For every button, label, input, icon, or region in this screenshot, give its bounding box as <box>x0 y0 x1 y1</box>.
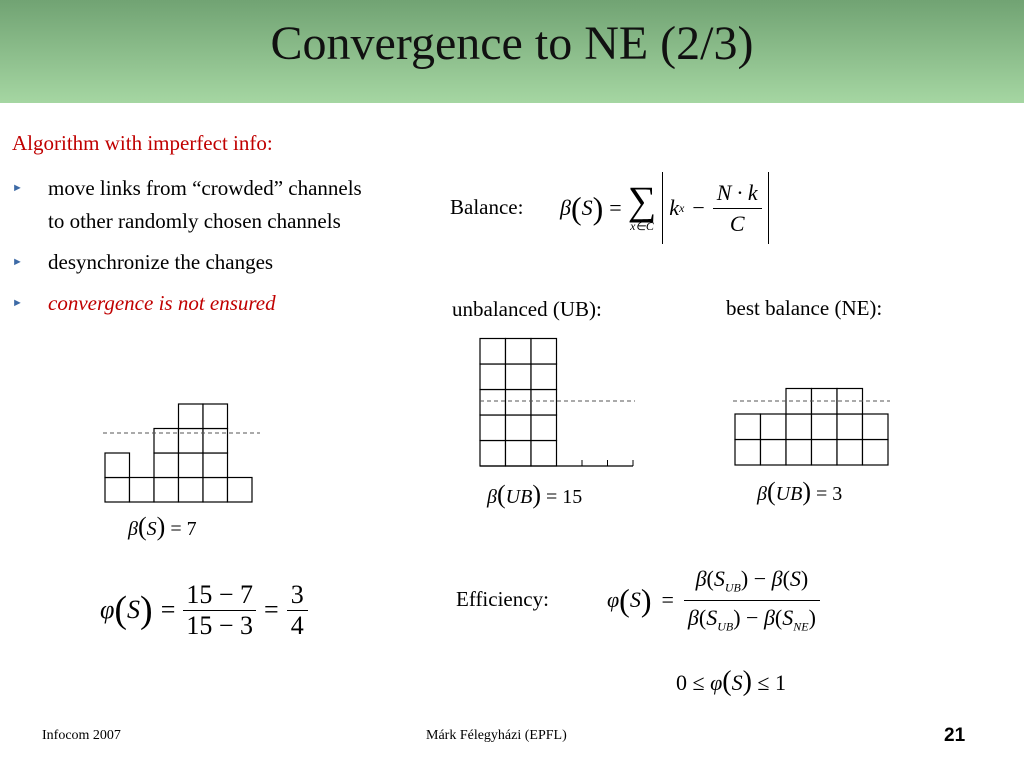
link-cell <box>228 478 253 503</box>
title-bar <box>0 0 1024 103</box>
link-cell <box>531 364 557 390</box>
link-cell <box>154 429 179 454</box>
footer-conference: Infocom 2007 <box>42 728 121 743</box>
link-cell <box>480 339 506 365</box>
link-cell <box>506 364 532 390</box>
link-cell <box>761 414 787 440</box>
triangle-bullet-icon: ► <box>12 256 23 268</box>
link-cell <box>506 390 532 416</box>
link-cell <box>761 440 787 466</box>
triangle-bullet-icon: ► <box>12 182 23 194</box>
link-cell <box>812 414 838 440</box>
bullet-text: move links from “crowded” channels to other randomly chosen channels <box>48 176 362 233</box>
link-cell <box>863 414 889 440</box>
link-cell <box>837 414 863 440</box>
link-cell <box>203 478 228 503</box>
link-cell <box>506 339 532 365</box>
link-cell <box>154 453 179 478</box>
bullet-list <box>12 172 382 328</box>
link-cell <box>203 429 228 454</box>
link-cell <box>179 404 204 429</box>
beta-ne-arg: UB <box>775 483 803 505</box>
beta-ub-formula: β(UB) = 15 <box>487 480 583 509</box>
footer-author: Márk Félegyházi (EPFL) <box>426 728 567 743</box>
link-cell <box>863 440 889 466</box>
link-cell <box>179 429 204 454</box>
link-cell <box>179 453 204 478</box>
link-cell <box>837 440 863 466</box>
allocation-grid <box>480 339 633 467</box>
link-cell <box>531 339 557 365</box>
link-cell <box>203 453 228 478</box>
link-cell <box>154 478 179 503</box>
balance-formula: β ( S ) = ∑ x∈C k x − N · k C <box>560 168 769 248</box>
link-cell <box>203 404 228 429</box>
beta-s-formula: β(S) = 7 <box>128 512 197 541</box>
triangle-bullet-icon: ► <box>12 297 23 309</box>
link-cell <box>179 478 204 503</box>
allocation-grid <box>105 404 252 502</box>
phi-s-denominator: 15 − 3 <box>186 610 254 640</box>
link-cell <box>506 415 532 441</box>
link-cell <box>105 453 130 478</box>
phi-s-result-denominator: 4 <box>290 610 304 640</box>
link-cell <box>480 415 506 441</box>
link-cell <box>735 440 761 466</box>
beta-ub-arg: UB <box>505 486 533 508</box>
bullet-text: desynchronize the changes <box>48 250 274 274</box>
unbalanced-label: unbalanced (UB): <box>452 297 602 321</box>
link-cell <box>531 441 557 467</box>
bullet-item <box>12 246 382 279</box>
efficiency-bounds: 0 ≤ φ(S) ≤ 1 <box>676 666 786 697</box>
beta-ub-value: 15 <box>562 486 583 508</box>
balance-fraction-denominator: C <box>729 210 745 236</box>
beta-ne-formula: β(UB) = 3 <box>757 477 843 506</box>
beta-ne-value: 3 <box>832 483 843 505</box>
phi-s-numerator: 15 − 7 <box>186 579 254 609</box>
balance-fraction-numerator: N · k <box>716 179 758 205</box>
beta-s-value: 7 <box>186 518 197 540</box>
efficiency-lower-bound: 0 <box>676 670 687 695</box>
bullet-item <box>12 172 382 238</box>
efficiency-label: Efficiency: <box>456 587 549 611</box>
best-balance-allocation-diagram <box>725 380 895 472</box>
link-cell <box>531 390 557 416</box>
link-cell <box>812 440 838 466</box>
link-cell <box>786 414 812 440</box>
link-cell <box>480 441 506 467</box>
slide-number: 21 <box>944 725 966 746</box>
link-cell <box>480 364 506 390</box>
bullet-text-emphasis: convergence is not ensured <box>48 291 276 315</box>
efficiency-formula: φ ( S ) = $\beta(S_{UB}) - \beta(S)$ $\beta(S_{UB}) - \beta(S_{NE})$ <box>607 560 820 640</box>
sum-subscript: x∈C <box>630 218 654 233</box>
allocation-grid <box>735 389 888 466</box>
bullet-item <box>12 287 382 320</box>
link-cell <box>506 441 532 467</box>
balance-label: Balance: <box>450 195 524 219</box>
link-cell <box>786 440 812 466</box>
best-balance-label: best balance (NE): <box>726 296 883 320</box>
example-allocation-diagram <box>95 385 270 510</box>
link-cell <box>531 415 557 441</box>
slide-title: Convergence to NE (2/3) <box>270 17 754 70</box>
efficiency-upper-bound: 1 <box>774 670 786 695</box>
unbalanced-allocation-diagram <box>470 333 640 473</box>
link-cell <box>130 478 155 503</box>
phi-s-formula: φ ( S ) = 15 − 7 15 − 3 = 3 4 <box>100 570 308 650</box>
phi-s-result-numerator: 3 <box>290 579 304 609</box>
link-cell <box>105 478 130 503</box>
link-cell <box>735 414 761 440</box>
section-heading: Algorithm with imperfect info: <box>12 131 273 155</box>
link-cell <box>480 390 506 416</box>
